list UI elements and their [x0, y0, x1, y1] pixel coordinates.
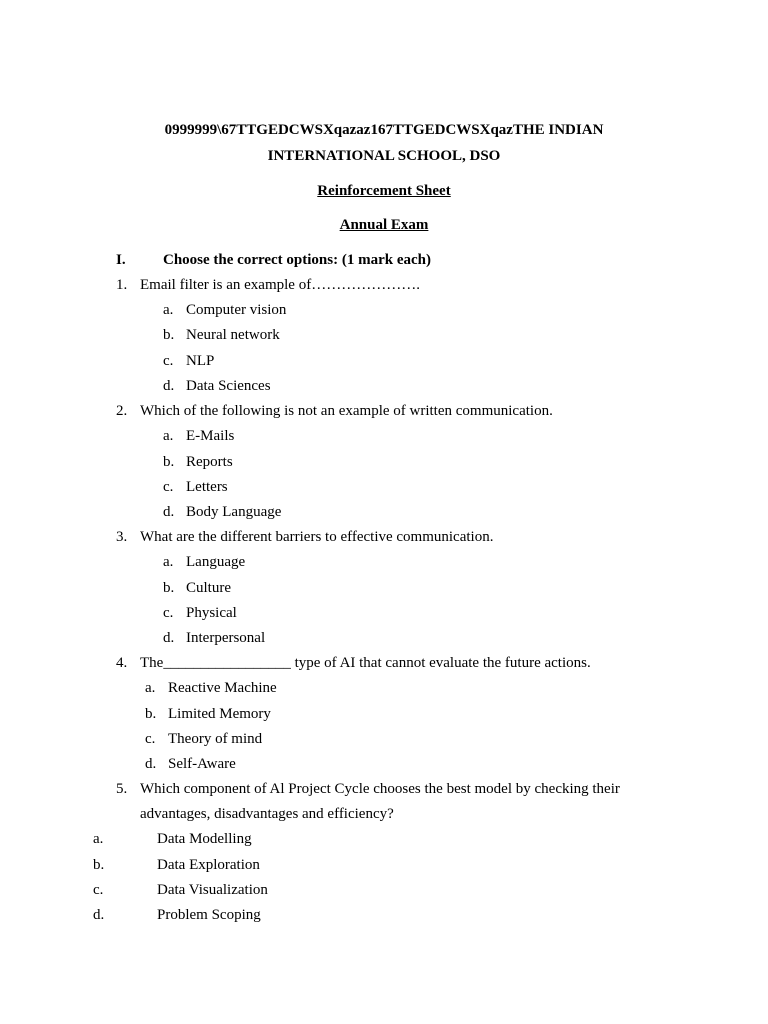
- option-text: Data Visualization: [157, 882, 268, 898]
- option-text: Physical: [186, 605, 237, 621]
- option-label: c.: [163, 605, 174, 621]
- question-text: Which component of Al Project Cycle chooses the best model by checking their: [140, 781, 620, 797]
- option-text: Body Language: [186, 504, 282, 520]
- question-number: 3.: [116, 529, 128, 545]
- question-number: 4.: [116, 655, 128, 671]
- section-numeral: I.: [116, 252, 126, 268]
- question-number: 1.: [116, 277, 128, 293]
- exam-title: Annual Exam: [339, 217, 429, 233]
- option-label: c.: [145, 731, 156, 747]
- option-text: Data Modelling: [157, 831, 252, 847]
- option-label: a.: [163, 302, 174, 318]
- option-text: Problem Scoping: [157, 907, 261, 923]
- option-text: E-Mails: [186, 428, 235, 444]
- option-label: d.: [93, 907, 105, 923]
- option-text: Interpersonal: [186, 630, 266, 646]
- option-label: b.: [163, 580, 175, 596]
- option-text: Letters: [186, 479, 228, 495]
- option-text: Self-Aware: [168, 756, 236, 772]
- exam-title-wrap: [0, 217, 768, 234]
- option-label: b.: [163, 327, 175, 343]
- option-text: Neural network: [186, 327, 280, 343]
- option-text: NLP: [186, 353, 215, 369]
- option-label: b.: [93, 857, 105, 873]
- school-name-line-1: 0999999\67TTGEDCWSXqazaz167TTGEDCWSXqazTHE INDIAN: [164, 122, 604, 138]
- option-label: b.: [145, 706, 157, 722]
- option-label: c.: [163, 479, 174, 495]
- option-text: Language: [186, 554, 246, 570]
- option-text: Reports: [186, 454, 233, 470]
- section-heading: Choose the correct options: (1 mark each): [163, 252, 432, 268]
- option-label: a.: [163, 428, 174, 444]
- option-text: Data Sciences: [186, 378, 271, 394]
- option-label: d.: [163, 504, 175, 520]
- option-label: a.: [93, 831, 104, 847]
- option-label: d.: [163, 630, 175, 646]
- option-text: Computer vision: [186, 302, 287, 318]
- question-text: Which of the following is not an example of written communication.: [140, 403, 553, 419]
- question-text: The_________________ type of AI that cannot evaluate the future actions.: [140, 655, 591, 671]
- option-text: Data Exploration: [157, 857, 260, 873]
- question-text: What are the different barriers to effective communication.: [140, 529, 494, 545]
- option-label: d.: [145, 756, 157, 772]
- option-text: Culture: [186, 580, 231, 596]
- option-label: d.: [163, 378, 175, 394]
- option-label: c.: [163, 353, 174, 369]
- option-label: c.: [93, 882, 104, 898]
- option-text: Reactive Machine: [168, 680, 277, 696]
- option-text: Theory of mind: [168, 731, 263, 747]
- question-number: 5.: [116, 781, 128, 797]
- option-label: a.: [163, 554, 174, 570]
- option-label: b.: [163, 454, 175, 470]
- sheet-title: Reinforcement Sheet: [317, 183, 451, 199]
- question-text: Email filter is an example of………………….: [140, 277, 420, 293]
- question-text-continued: advantages, disadvantages and efficiency?: [140, 806, 394, 822]
- question-number: 2.: [116, 403, 128, 419]
- option-text: Limited Memory: [168, 706, 271, 722]
- school-name-line-2: INTERNATIONAL SCHOOL, DSO: [267, 148, 501, 164]
- sheet-title-wrap: [0, 183, 768, 200]
- option-label: a.: [145, 680, 156, 696]
